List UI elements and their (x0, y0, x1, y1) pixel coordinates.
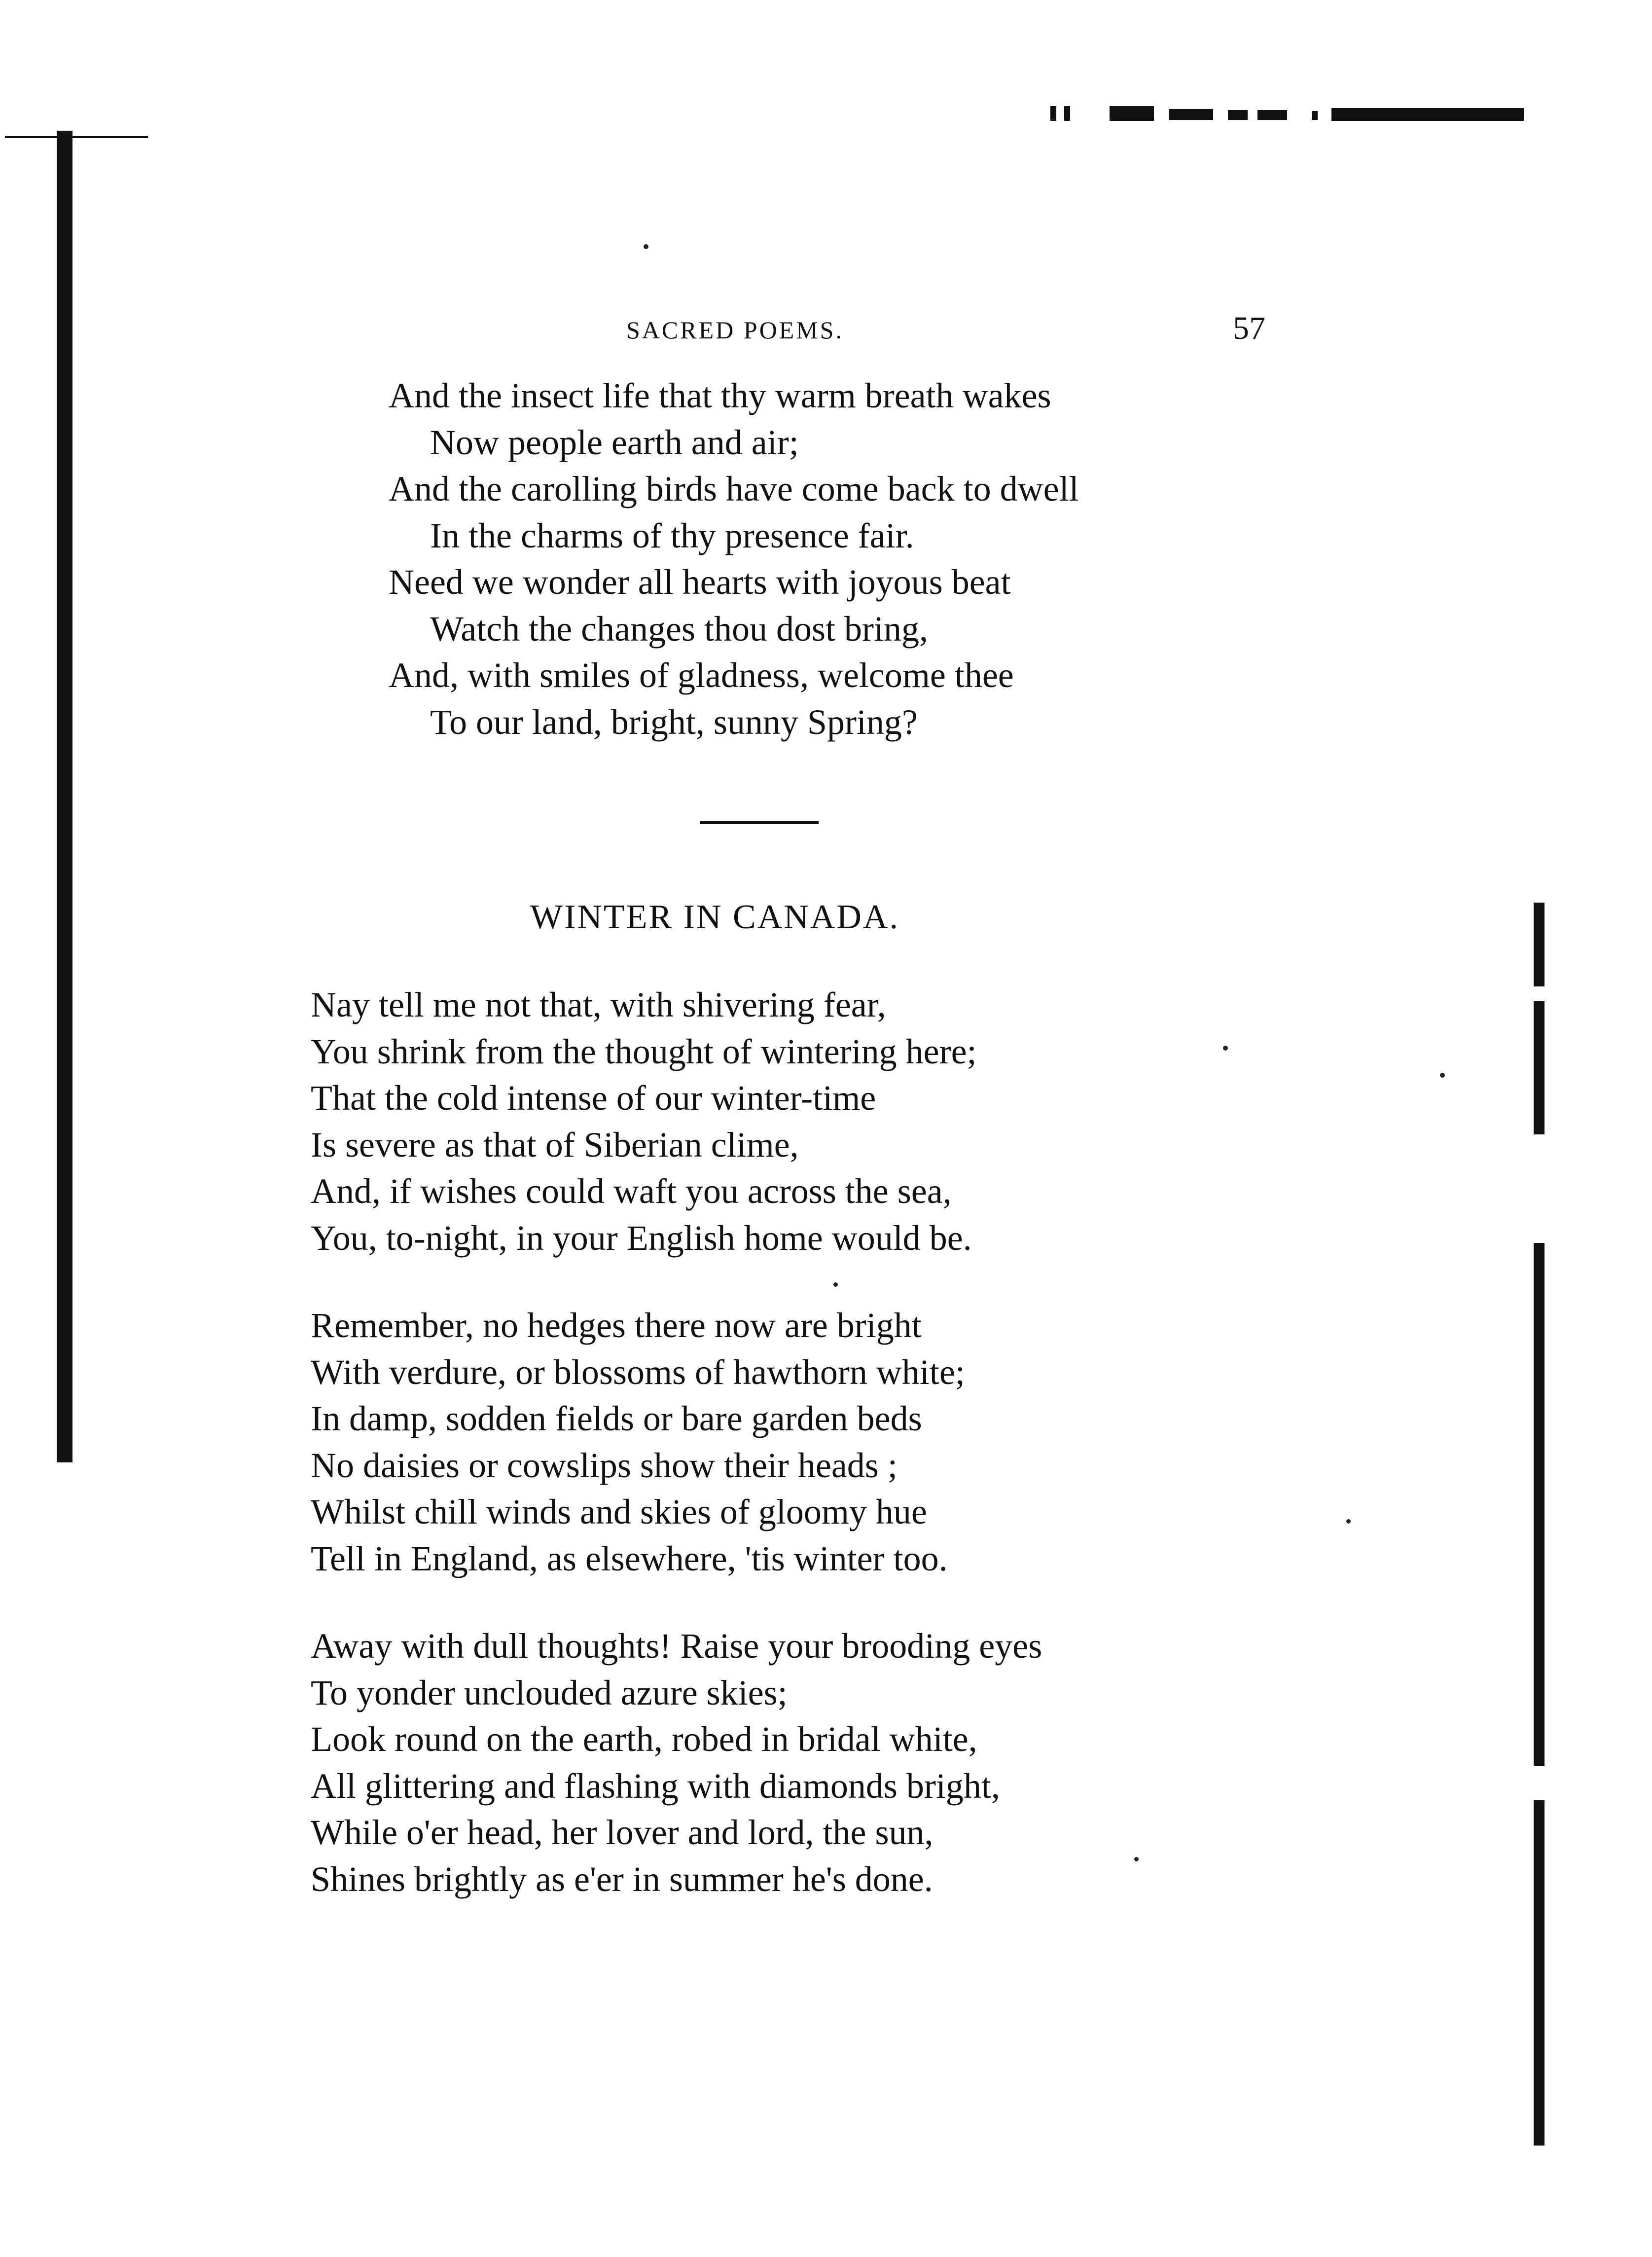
poem-line: Is severe as that of Siberian clime, (311, 1125, 799, 1165)
scan-edge-strip (1050, 106, 1524, 126)
poem-line: You shrink from the thought of wintering here; (311, 1031, 977, 1071)
poem-line: And, if wishes could waft you across the sea, (311, 1171, 952, 1211)
speck (833, 1282, 838, 1287)
scan-edge-bar (1534, 903, 1544, 2146)
poem-line: Whilst chill winds and skies of gloomy hue (311, 1492, 927, 1531)
running-title: SACRED POEMS. (626, 316, 844, 344)
page-number: 57 (1233, 310, 1265, 346)
speck (644, 244, 648, 249)
poem-line: Remember, no hedges there now are bright (311, 1306, 922, 1345)
poem-line: Watch the changes thou dost bring, (430, 609, 928, 649)
poem-stanza-2 (311, 1302, 965, 1582)
poem-line: In damp, sodden fields or bare garden beds (311, 1399, 922, 1438)
poem-line: While o'er head, her lover and lord, the sun, (311, 1813, 934, 1852)
poem-line: To our land, bright, sunny Spring? (430, 702, 918, 742)
speck (1134, 1857, 1139, 1861)
poem-line: Away with dull thoughts! Raise your brooding eyes (311, 1626, 1042, 1666)
poem-title: WINTER IN CANADA. (530, 898, 899, 936)
poem-line: No daisies or cowslips show their heads ; (311, 1445, 898, 1485)
poem-line: Shines brightly as e'er in summer he's done. (311, 1859, 933, 1899)
previous-poem-stanza (389, 372, 1079, 745)
poem-line: That the cold intense of our winter-time (311, 1078, 876, 1118)
speck (1440, 1073, 1445, 1078)
binding-edge-mark (5, 136, 148, 138)
poem-line: And the carolling birds have come back to dwell (389, 469, 1079, 509)
speck (1346, 1519, 1351, 1524)
poem-line: Now people earth and air; (430, 422, 799, 462)
poem-line: In the charms of thy presence fair. (430, 515, 914, 555)
poem-line: And, with smiles of gladness, welcome thee (389, 655, 1014, 695)
poem-line: Tell in England, as elsewhere, 'tis winter too. (311, 1538, 948, 1578)
binding-edge-shadow (57, 131, 72, 1462)
poem-line: And the insect life that thy warm breath wakes (389, 376, 1051, 415)
poem-line: To yonder unclouded azure skies; (311, 1673, 788, 1712)
section-divider (700, 821, 819, 824)
poem-line: Need we wonder all hearts with joyous beat (389, 562, 1011, 602)
poem-line: You, to-night, in your English home would be. (311, 1218, 972, 1258)
poem-stanza-3 (311, 1623, 1042, 1902)
poem-line: Nay tell me not that, with shivering fear, (311, 985, 886, 1024)
poem-line: All glittering and flashing with diamonds bright, (311, 1766, 1000, 1806)
poem-line: With verdure, or blossoms of hawthorn white; (311, 1352, 965, 1392)
speck (1223, 1046, 1228, 1051)
poem-line: Look round on the earth, robed in bridal white, (311, 1719, 977, 1759)
poem-stanza-1 (311, 982, 977, 1261)
